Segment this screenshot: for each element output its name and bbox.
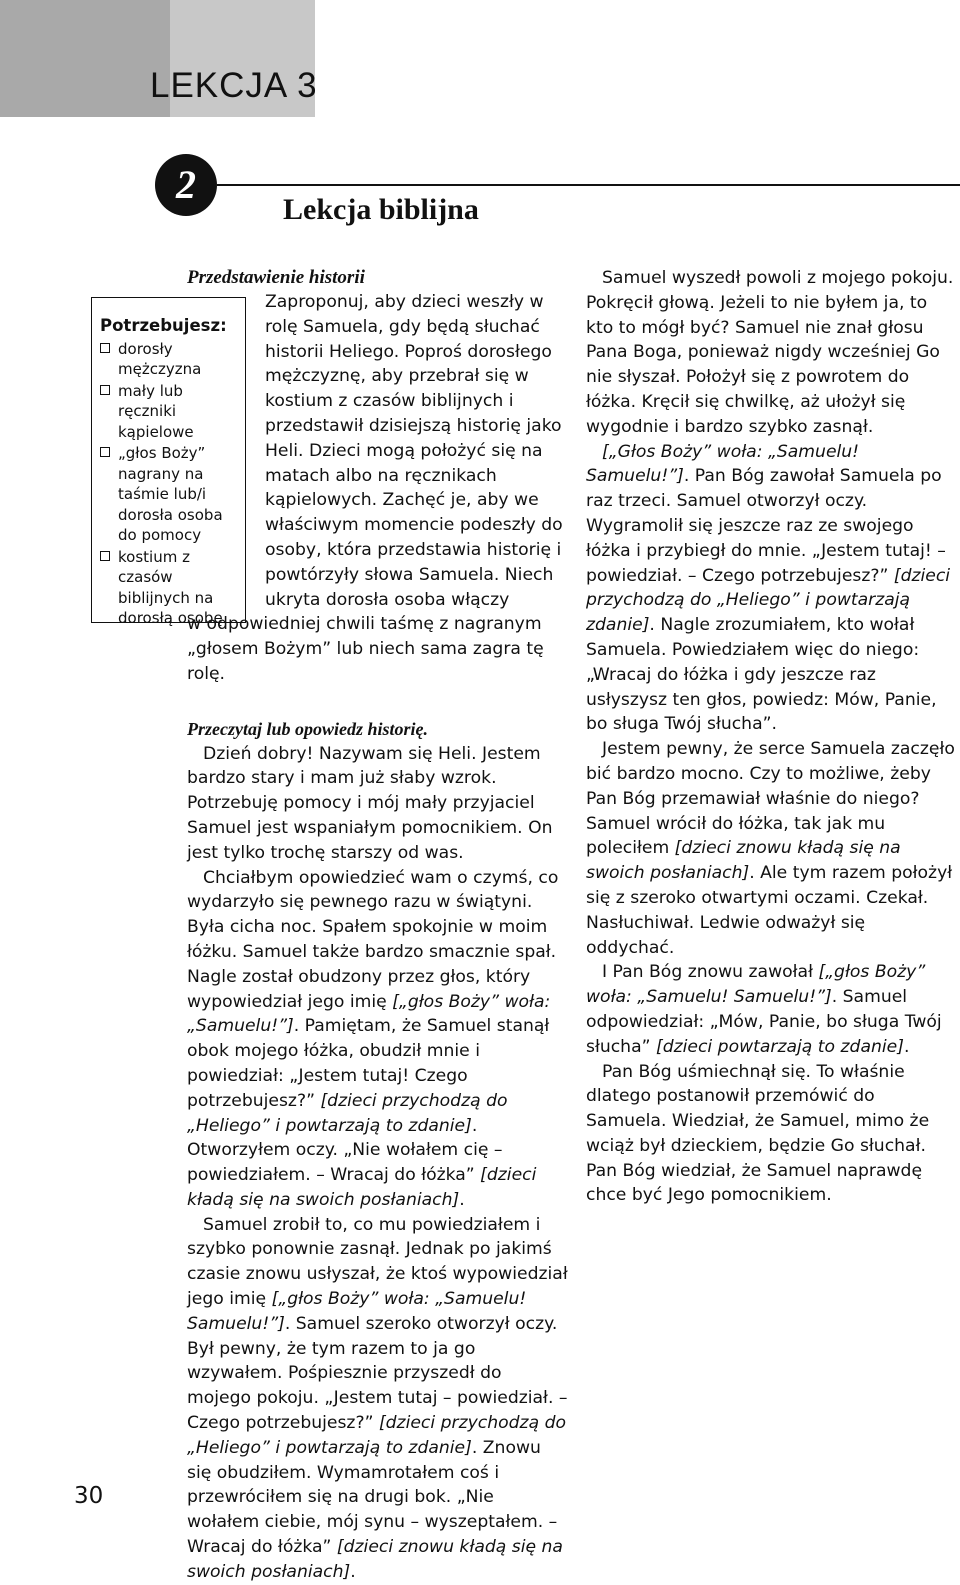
story-paragraph: Samuel zrobił to, co mu powiedziałem i szybko ponownie zasnął. Jednak po jakimś czasie znowu usłyszał, że ktoś wypowiedział jego imię [„głos Boży” woła: „Samuelu! Samuelu!”]. Samuel szeroko otworzył oczy. Był pewny, że tym razem to ja go wzywałem. Pośpiesznie przyszedł do mojego pokoju. „Jestem tutaj – powiedział. – Czego potrzebujesz?” [dzieci przychodzą do „Heliego” i powtarzają to zdanie]. Znowu się obudziłem. Wymamrotałem coś i przewróciłem się na drugi bok. „Nie wołałem ciebie, mój synu – wyszeptałem. – Wracaj do łóżka” [dzieci znowu kładą się na swoich posłaniach]. (187, 1214, 568, 1582)
section-rule (217, 184, 960, 186)
story-paragraph: Samuel wyszedł powoli z mojego pokoju. Pokręcił głową. Jeżeli to nie byłem ja, to kto to mógł być? Samuel nie znał głosu Pana Boga, ponieważ nigdy wcześniej Go nie słyszał. Położył się z powrotem do łóżka. Kręcił się chwilkę, aż ułożył się wygodnie i bardzo szybko zasnął. (586, 268, 954, 437)
page-number: 30 (74, 1483, 104, 1509)
materials-item: kostium z czasów biblijnych na dorosłą osobę (100, 547, 237, 629)
story-paragraph: Jestem pewny, że serce Samuela zaczęło bić bardzo mocno. Czy to możliwe, żeby Pan Bóg przemawiał właśnie do niego? Samuel wrócił do łóżka, tak jak mu poleciłem [dzieci znowu kładą się na swoich posłaniach]. Ale tym razem położył się z szeroko otwartymi oczami. Czekał. Nasłuchiwał. Ledwie odważył się oddychać. (586, 739, 955, 958)
read-heading: Przeczytaj lub opowiedz historię. (187, 718, 429, 739)
header-band-dark (0, 0, 170, 117)
text-column-right (586, 266, 958, 1208)
checkbox-icon (100, 447, 110, 457)
intro-indented: Zaproponuj, aby dzieci weszły w rolę Samuela, gdy będą słuchać historii Heliego. Poproś dorosłego mężczyznę, aby przebrał się w kostium z czasów biblijnych i przedstawił dzisiejszą historię jako Heli. Dzieci mogą położyć się na matach albo na ręcznikach kąpielowych. Zachęć je, aby we właściwym momencie podeszły do osoby, która przedstawia historię i powtórzyły słowa Samuela. Niech ukryta dorosła osoba włączy (265, 292, 563, 610)
story-paragraph: Pan Bóg uśmiechnął się. To właśnie dlatego postanowił przemówić do Samuela. Wiedział, że Samuel, mimo że wciąż był dzieckiem, będzie Go słuchał. Pan Bóg wiedział, że Samuel naprawdę chce być Jego pomocnikiem. (586, 1061, 930, 1206)
section-title: Lekcja biblijna (283, 193, 479, 226)
story-paragraph: Chciałbym opowiedzieć wam o czymś, co wydarzyło się pewnego razu w świątyni. Była cicha noc. Spałem spokojnie w moim łóżku. Samuel także bardzo smacznie spał. Nagle został obudzony przez głos, który wypowiedział jego imię [„głos Boży” woła: „Samuelu!”]. Pamiętam, że Samuel stanął obok mojego łóżka, obudził mnie i powiedział: „Jestem tutaj! Czego potrzebujesz?” [dzieci przychodzą do „Heliego” i powtarzają to zdanie]. Otworzyłem oczy. „Nie wołałem cię – powiedziałem. – Wracaj do łóżka” [dzieci kładą się na swoich posłaniach]. (187, 867, 559, 1210)
checkbox-icon (100, 551, 110, 561)
materials-item: dorosły mężczyzna (100, 339, 237, 380)
intro-full: w odpowiedniej chwili taśmę z nagranym „głosem Bożym” lub niech sama zagra tę rolę. (187, 614, 544, 684)
story-paragraph: [„Głos Boży” woła: „Samuelu! Samuelu!”]. Pan Bóg zawołał Samuela po raz trzeci. Samuel otworzył oczy. Wygramolił się jeszcze raz ze swojego łóżka i przybiegł do mnie. „Jestem tutaj! – powiedział. – Czego potrzebujesz?” [dzieci przychodzą do „Heliego” i powtarzają zdanie]. Nagle zrozumiałem, kto wołał Samuela. Powiedziałem więc do niego: „Wracaj do łóżka i gdy jeszcze raz usłyszysz ten głos, powiedz: Mów, Panie, bo sługa Twój słucha”. (586, 441, 951, 735)
story-heading: Przedstawienie historii (187, 267, 365, 288)
section-number-badge: 2 (155, 154, 217, 216)
lesson-label: LEKCJA 3 (150, 66, 318, 105)
materials-item: „głos Boży” nagrany na taśmie lub/i dorosła osoba do pomocy (100, 443, 237, 546)
story-paragraph: Dzień dobry! Nazywam się Heli. Jestem bardzo stary i mam już słaby wzrok. Potrzebuję pomocy i mój mały przyjaciel Samuel jest wspaniałym pomocnikiem. On jest tylko trochę starszy od was. (187, 743, 553, 863)
text-column-left (187, 266, 568, 1585)
checkbox-icon (100, 385, 110, 395)
checkbox-icon (100, 343, 110, 353)
materials-title: Potrzebujesz: (100, 316, 227, 335)
story-paragraph: I Pan Bóg znowu zawołał [„głos Boży” woła: „Samuelu! Samuelu!”]. Samuel odpowiedział: „Mów, Panie, bo sługa Twój słucha” [dzieci powtarzają to zdanie]. (586, 962, 942, 1057)
materials-item: mały lub ręczniki kąpielowe (100, 381, 237, 443)
